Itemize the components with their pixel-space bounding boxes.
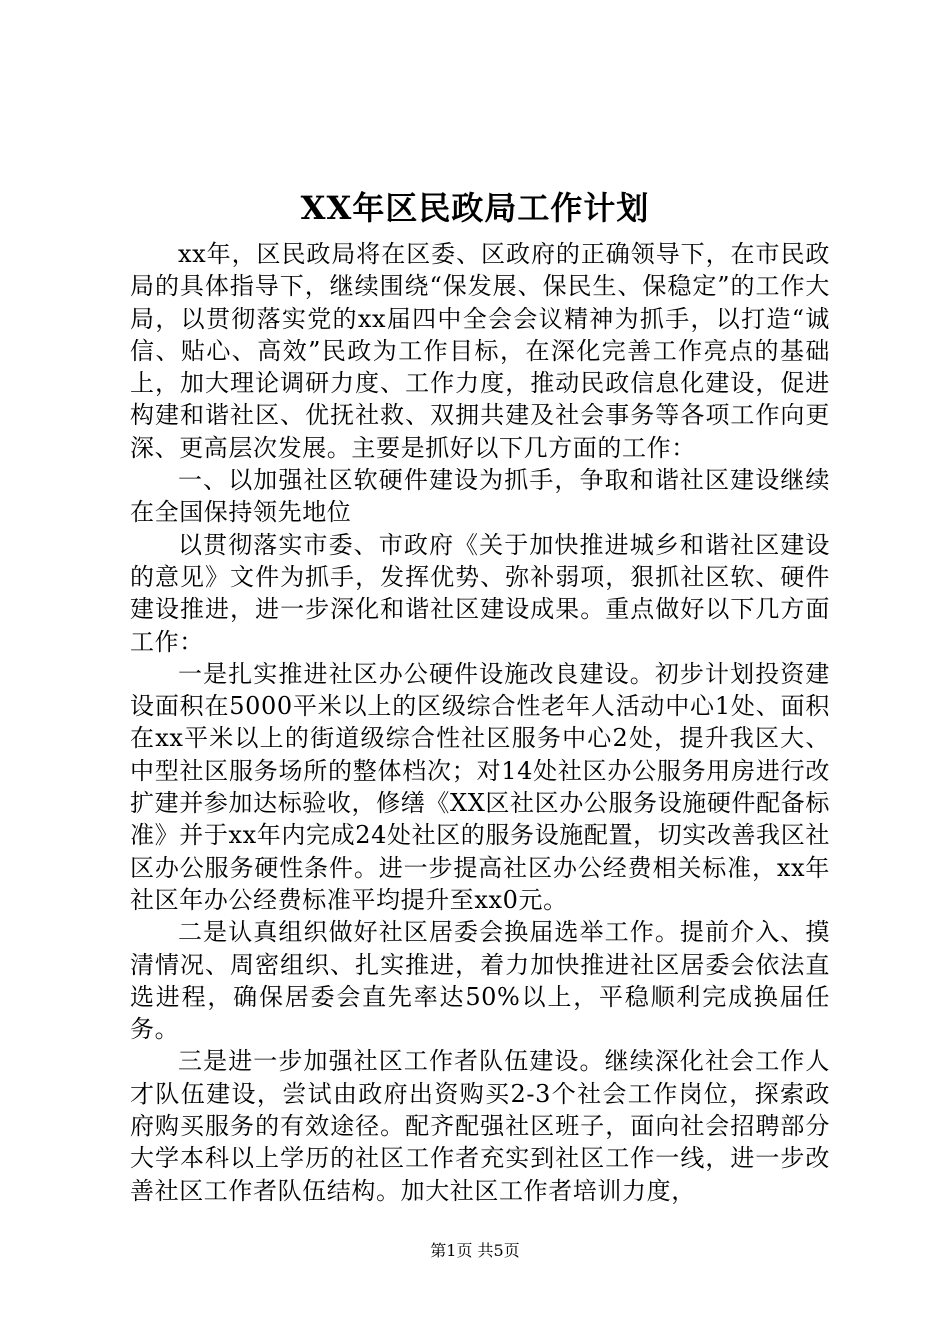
paragraph-section-1-intro: 以贯彻落实市委、市政府《关于加快推进城乡和谐社区建设的意见》文件为抓手，发挥优势、弥补弱项，狠抓社区软、硬件建设推进，进一步深化和谐社区建设成果。重点做好以下几方面工作： <box>130 530 830 656</box>
document-title: XX年区民政局工作计划 <box>300 189 650 227</box>
paragraph-item-3: 三是进一步加强社区工作者队伍建设。继续深化社会工作人才队伍建设，尝试由政府出资购买2-3个社会工作岗位，探索政府购买服务的有效途径。配齐配强社区班子，面向社会招聘部分大学本科以上学历的社区工作者充实到社区工作一线，进一步改善社区工作者队伍结构。加大社区工作者培训力度， <box>130 1047 830 1205</box>
paragraph-item-2: 二是认真组织做好社区居委会换届选举工作。提前介入、摸清情况、周密组织、扎实推进，着力加快推进社区居委会依法直选进程，确保居委会直先率达50%以上，平稳顺利完成换届任务。 <box>130 918 830 1044</box>
document-body <box>130 238 830 1207</box>
paragraph-item-1: 一是扎实推进社区办公硬件设施改良建设。初步计划投资建设面积在5000平米以上的区级综合性老年人活动中心1处、面积在xx平米以上的街道级综合性社区服务中心2处，提升我区大、中型社区服务场所的整体档次；对14处社区办公服务用房进行改扩建并参加达标验收，修缮《XX区社区办公服务设施硬件配备标准》并于xx年内完成24处社区的服务设施配置，切实改善我区社区办公服务硬性条件。进一步提高社区办公经费相关标准，xx年社区年办公经费标准平均提升至xx0元。 <box>130 659 830 914</box>
section-heading-1: 一、以加强社区软硬件建设为抓手，争取和谐社区建设继续在全国保持领先地位 <box>130 466 830 527</box>
paragraph-intro: xx年，区民政局将在区委、区政府的正确领导下，在市民政局的具体指导下，继续围绕“保发展、保民生、保稳定”的工作大局，以贯彻落实党的xx届四中全会会议精神为抓手，以打造“诚信、贴心、高效”民政为工作目标，在深化完善工作亮点的基础上，加大理论调研力度、工作力度，推动民政信息化建设，促进构建和谐社区、优抚社救、双拥共建及社会事务等各项工作向更深、更高层次发展。主要是抓好以下几方面的工作： <box>130 240 830 462</box>
page-number-footer: 第1页 共5页 <box>430 1241 520 1260</box>
